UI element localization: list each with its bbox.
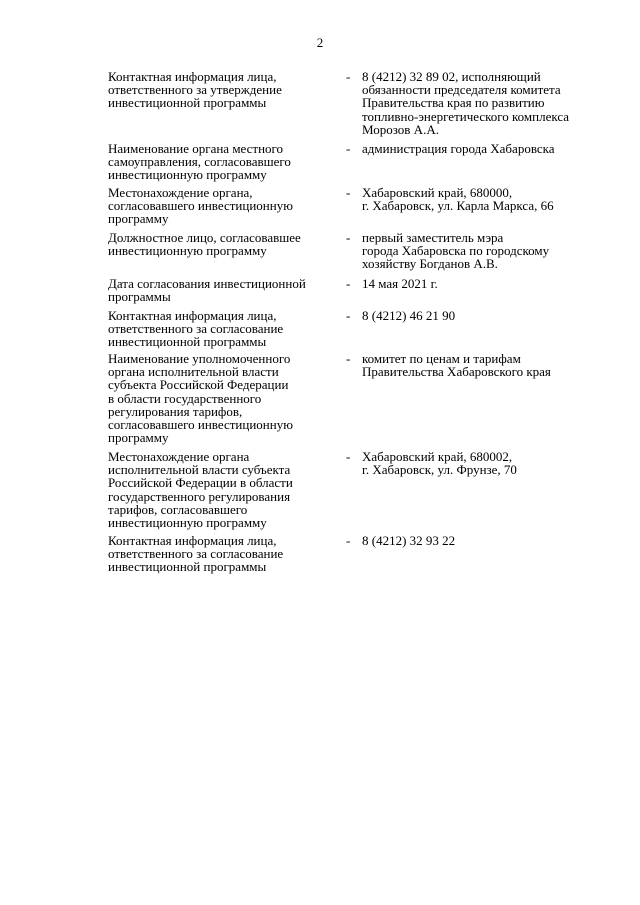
row-label: Наименование органа местного самоуправления, согласовавшего инвестиционную программу (108, 141, 291, 183)
row-value: администрация города Хабаровска (362, 141, 555, 156)
row-dash: - (346, 141, 351, 156)
row-dash: - (346, 230, 351, 245)
row-dash: - (346, 276, 351, 291)
row-value: 8 (4212) 32 89 02, исполняющий обязанности председателя комитета Правительства края по развитию топливно-энергетического комплекса Морозов А.А. (362, 69, 570, 137)
row-value: 8 (4212) 32 93 22 (362, 533, 456, 548)
row-label: Контактная информация лица, ответственного за утверждение инвестиционной программы (108, 69, 282, 111)
page-number: 2 (316, 35, 324, 50)
row-dash: - (346, 185, 351, 200)
row-label: Дата согласования инвестиционной программы (108, 276, 306, 305)
row-value: 14 мая 2021 г. (362, 276, 438, 291)
row-label: Наименование уполномоченного органа исполнительной власти субъекта Российской Федерации в области государственного регулирования тарифов, согласовавшего инвестиционную программу (108, 351, 293, 446)
row-label: Местонахождение органа исполнительной власти субъекта Российской Федерации в области государственного регулирования тарифов, согласовавшего инвестиционную программу (108, 449, 293, 531)
row-dash: - (346, 351, 351, 366)
row-value: комитет по ценам и тарифам Правительства Хабаровского края (362, 351, 551, 380)
row-dash: - (346, 449, 351, 464)
row-value: Хабаровский край, 680002, г. Хабаровск, ул. Фрунзе, 70 (362, 449, 517, 478)
row-dash: - (346, 308, 351, 323)
row-value: первый заместитель мэра города Хабаровска по городскому хозяйству Богданов А.В. (362, 230, 550, 272)
row-dash: - (346, 533, 351, 548)
row-value: 8 (4212) 46 21 90 (362, 308, 456, 323)
row-label: Должностное лицо, согласовавшее инвестиционную программу (108, 230, 301, 259)
row-dash: - (346, 69, 351, 84)
row-label: Контактная информация лица, ответственного за согласование инвестиционной программы (108, 533, 284, 575)
row-label: Контактная информация лица, ответственного за согласование инвестиционной программы (108, 308, 284, 350)
row-value: Хабаровский край, 680000, г. Хабаровск, ул. Карла Маркса, 66 (362, 185, 554, 214)
row-label: Местонахождение органа, согласовавшего инвестиционную программу (108, 185, 293, 227)
